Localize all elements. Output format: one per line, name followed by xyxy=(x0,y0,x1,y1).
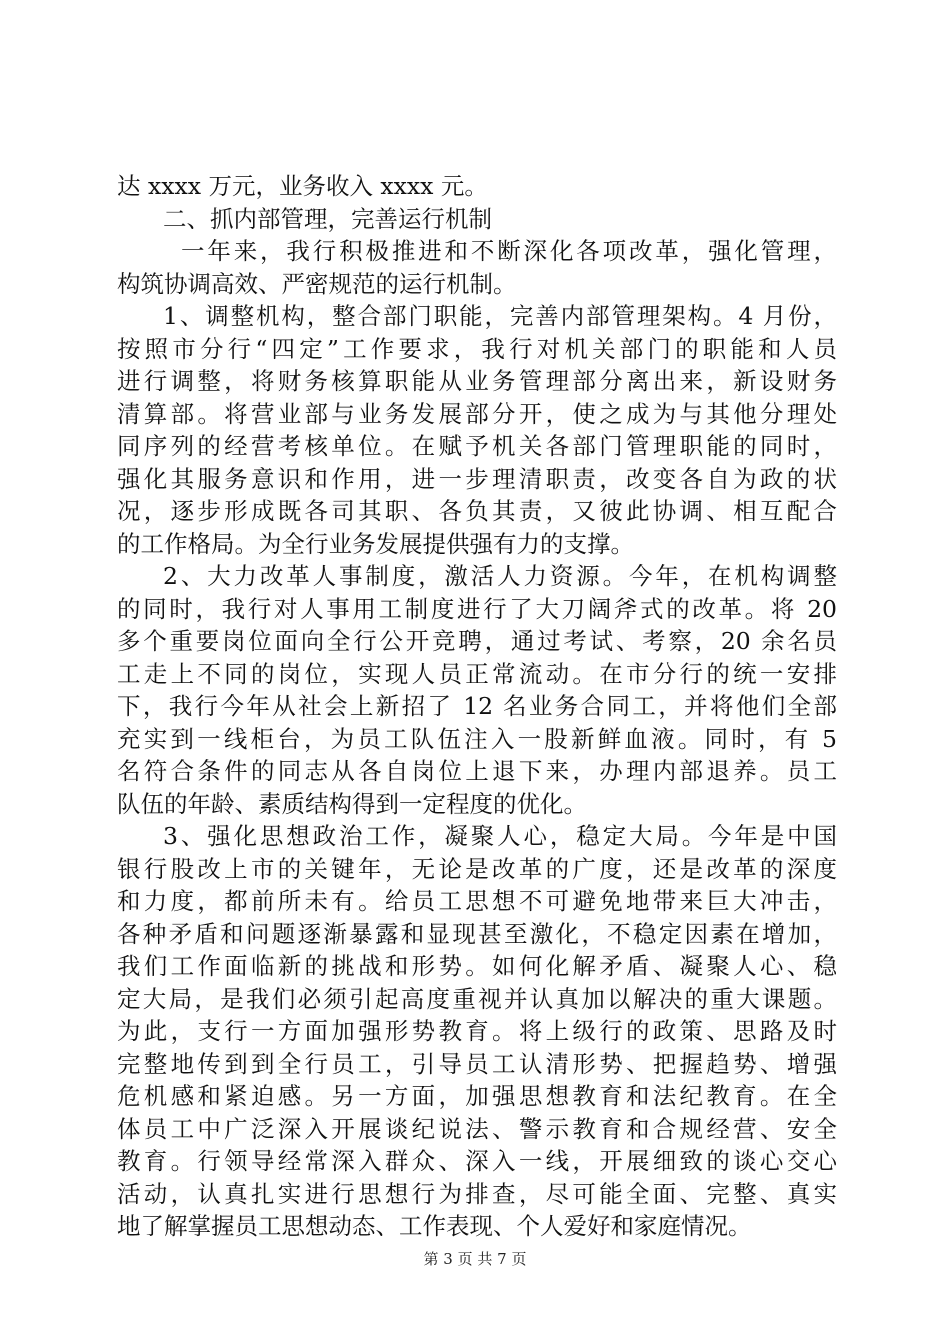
text-line: 1、调整机构，整合部门职能，完善内部管理架构。4 月份， xyxy=(163,302,837,330)
text-line: 工走上不同的岗位，实现人员正常流动。在市分行的统一安排 xyxy=(117,659,837,688)
text-line: 的工作格局。为全行业务发展提供强有力的支撑。 xyxy=(117,529,634,558)
text-line: 完整地传到到全行员工，引导员工认清形势、把握趋势、增强 xyxy=(117,1049,837,1078)
text-line: 我们工作面临新的挑战和形势。如何化解矛盾、凝聚人心、稳 xyxy=(117,952,837,980)
text-line: 危机感和紧迫感。另一方面，加强思想教育和法纪教育。在全 xyxy=(117,1082,837,1110)
text-line: 同序列的经营考核单位。在赋予机关各部门管理职能的同时， xyxy=(117,432,837,460)
text-line: 队伍的年龄、素质结构得到一定程度的优化。 xyxy=(117,789,587,818)
text-line: 2、大力改革人事制度，激活人力资源。今年，在机构调整 xyxy=(163,562,837,590)
text-line: 3、强化思想政治工作，凝聚人心，稳定大局。今年是中国 xyxy=(163,822,837,850)
text-line: 活动，认真扎实进行思想行为排查，尽可能全面、完整、真实 xyxy=(117,1179,837,1208)
text-line: 和力度，都前所未有。给员工思想不可避免地带来巨大冲击， xyxy=(117,887,837,915)
text-line: 教育。行领导经常深入群众、深入一线，开展细致的谈心交心 xyxy=(117,1147,837,1175)
text-line: 充实到一线柜台，为员工队伍注入一股新鲜血液。同时，有 5 xyxy=(117,724,837,753)
text-line: 下，我行今年从社会上新招了 12 名业务合同工，并将他们全部 xyxy=(117,692,837,720)
text-line: 名符合条件的同志从各自岗位上退下来，办理内部退养。员工 xyxy=(117,757,837,785)
text-line: 清算部。将营业部与业务发展部分开，使之成为与其他分理处 xyxy=(117,399,837,428)
text-line: 多个重要岗位面向全行公开竞聘，通过考试、考察，20 余名员 xyxy=(117,627,837,655)
section-heading: 二、抓内部管理，完善运行机制 xyxy=(163,204,492,233)
page-number-footer: 第 3 页 共 7 页 xyxy=(423,1250,527,1268)
text-line: 达 xxxx 万元，业务收入 xxxx 元。 xyxy=(117,172,488,200)
text-line: 体员工中广泛深入开展谈纪说法、警示教育和合规经营、安全 xyxy=(117,1114,837,1143)
text-line: 一年来，我行积极推进和不断深化各项改革，强化管理， xyxy=(181,237,837,265)
text-line: 强化其服务意识和作用，进一步理清职责，改变各自为政的状 xyxy=(117,464,837,493)
text-line: 银行股改上市的关键年，无论是改革的广度，还是改革的深度 xyxy=(117,854,837,883)
body-text xyxy=(117,170,837,1243)
text-line: 的同时，我行对人事用工制度进行了大刀阔斧式的改革。将 20 xyxy=(117,594,837,623)
text-line: 况，逐步形成既各司其职、各负其责，又彼此协调、相互配合 xyxy=(117,497,837,525)
text-line: 构筑协调高效、严密规范的运行机制。 xyxy=(117,269,517,298)
text-line: 按照市分行“四定”工作要求，我行对机关部门的职能和人员 xyxy=(117,334,837,363)
text-line: 进行调整，将财务核算职能从业务管理部分离出来，新设财务 xyxy=(117,367,837,395)
text-line: 各种矛盾和问题逐渐暴露和显现甚至激化，不稳定因素在增加， xyxy=(117,919,837,948)
text-line: 地了解掌握员工思想动态、工作表现、个人爱好和家庭情况。 xyxy=(117,1212,752,1240)
text-line: 为此，支行一方面加强形势教育。将上级行的政策、思路及时 xyxy=(117,1017,837,1045)
text-line: 定大局，是我们必须引起高度重视并认真加以解决的重大课题。 xyxy=(117,984,837,1013)
